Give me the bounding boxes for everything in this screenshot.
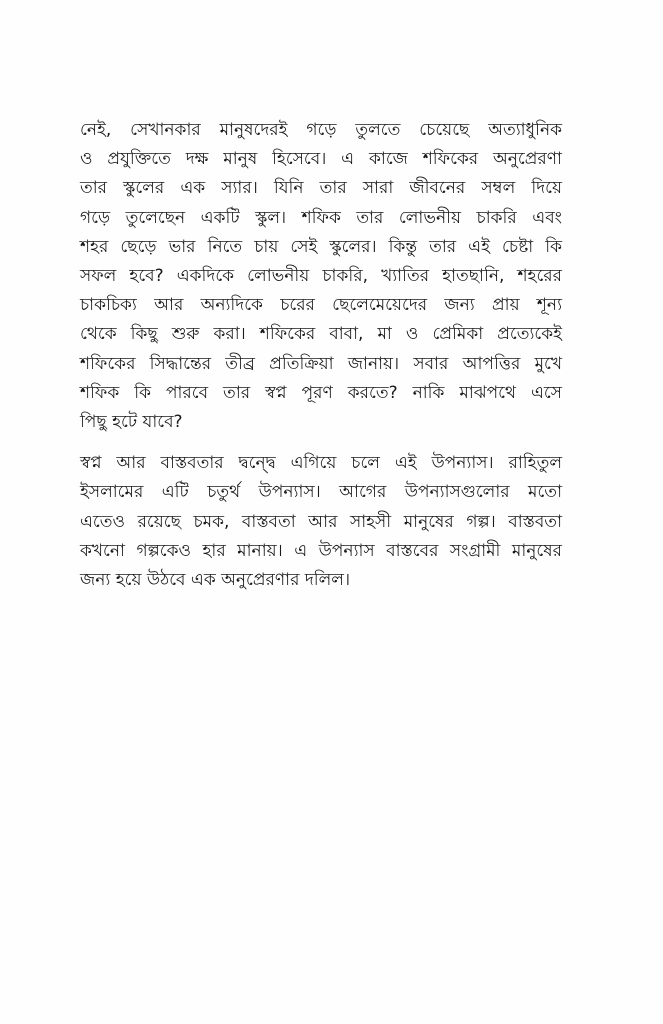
text-line: ও প্রযুক্তিতে দক্ষ মানুষ হিসেবে। এ কাজে শফিকের অনুপ্রেরণা — [80, 149, 562, 170]
text-line: শফিক কি পারবে তার স্বপ্ন পূরণ করতে? নাকি মাঝপথে এসে — [80, 382, 562, 403]
text-line: জন্য হয়ে উঠবে এক অনুপ্রেরণার দলিল। — [80, 570, 351, 591]
text-line: শহর ছেড়ে ভার নিতে চায় সেই স্কুলের। কিন্তু তার এই চেষ্টা কি — [80, 236, 562, 257]
text-line: এতেও রয়েছে চমক, বাস্তবতা আর সাহসী মানুষের গল্প। বাস্তবতা — [80, 511, 562, 532]
text-line: ইসলামের এটি চতুর্থ উপন্যাস। আগের উপন্যাসগুলোর মতো — [80, 482, 562, 503]
text-line: স্বপ্ন আর বাস্তবতার দ্বন্দ্বে এগিয়ে চলে এই উপন্যাস। রাহিতুল — [80, 453, 562, 474]
text-line: চাকচিক্য আর অন্যদিকে চরের ছেলেমেয়েদের জন্য প্রায় শূন্য — [80, 295, 562, 316]
text-line: পিছু হটে যাবে? — [80, 412, 183, 433]
text-line: শফিকের সিদ্ধান্তের তীব্র প্রতিক্রিয়া জানায়। সবার আপত্তির মুখে — [80, 353, 562, 374]
blurb-text — [80, 116, 562, 595]
text-line: থেকে কিছু শুরু করা। শফিকের বাবা, মা ও প্রেমিকা প্রত্যেকেই — [80, 324, 562, 345]
text-line: নেই, সেখানকার মানুষদেরই গড়ে তুলতে চেয়েছে অত্যাধুনিক — [80, 120, 562, 140]
paragraph-story-summary — [80, 116, 562, 437]
text-line: সফল হবে? একদিকে লোভনীয় চাকরি, খ্যাতির হাতছানি, শহরের — [80, 266, 562, 287]
paragraph-about-novel — [80, 449, 562, 595]
text-line: গড়ে তুলেছেন একটি স্কুল। শফিক তার লোভনীয় চাকরি এবং — [80, 207, 562, 228]
text-line: তার স্কুলের এক স্যার। যিনি তার সারা জীবনের সম্বল দিয়ে — [80, 178, 562, 199]
text-line: কখনো গল্পকেও হার মানায়। এ উপন্যাস বাস্তবের সংগ্রামী মানুষের — [80, 540, 562, 561]
